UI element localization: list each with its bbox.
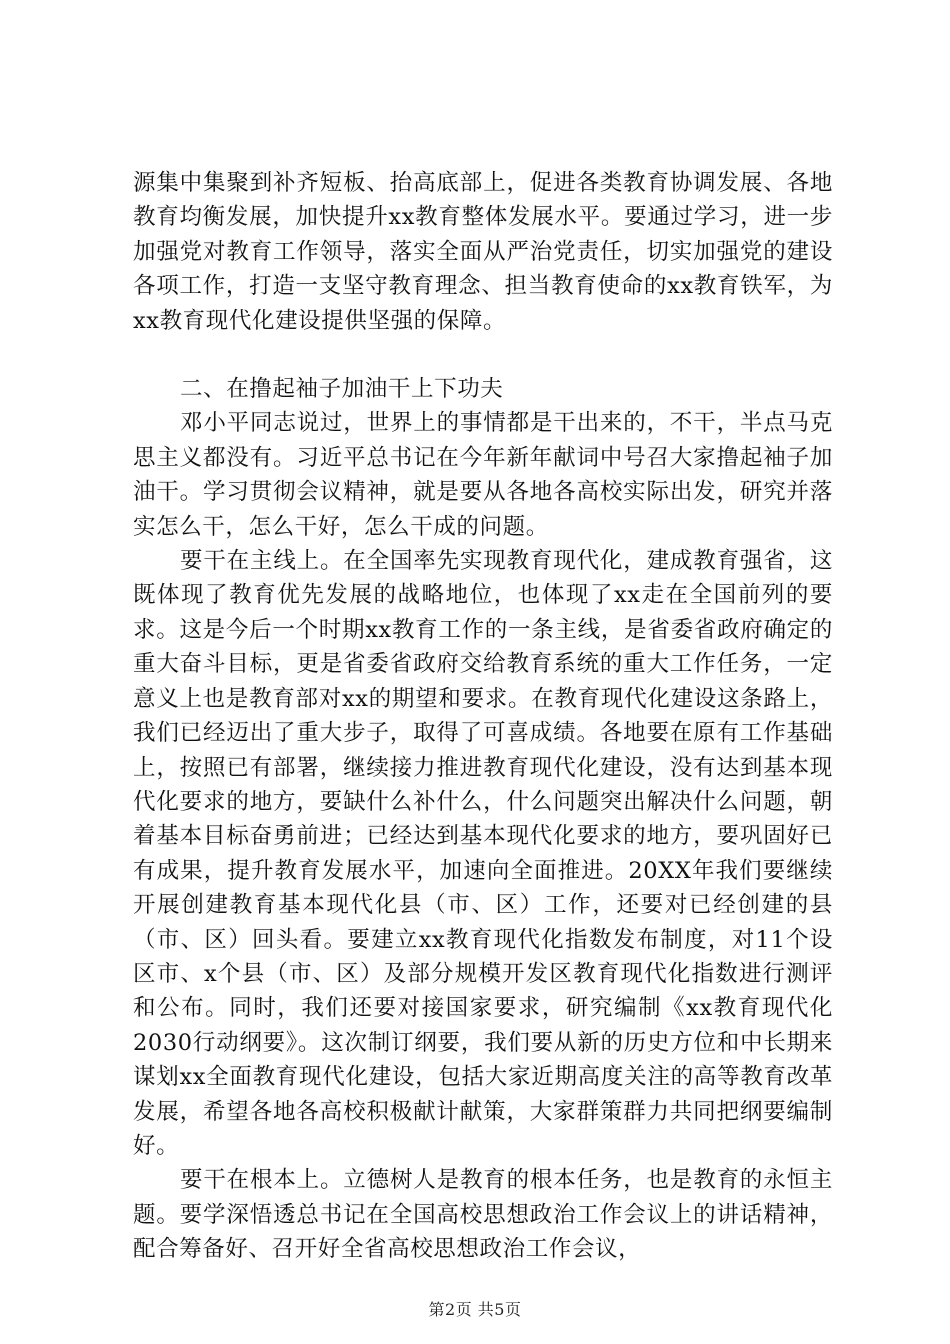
paragraph: 要干在根本上。立德树人是教育的根本任务，也是教育的永恒主题。要学深悟透总书记在全国高校思想政治工作会议上的讲话精神，配合筹备好、召开好全省高校思想政治工作会议， (133, 1167, 833, 1263)
document-body (133, 166, 833, 1267)
paragraph-spacer (133, 338, 833, 372)
paragraph-continuation: 源集中集聚到补齐短板、抬高底部上，促进各类教育协调发展、各地教育均衡发展，加快提升xx教育整体发展水平。要通过学习，进一步加强党对教育工作领导，落实全面从严治党责任，切实加强党的建设各项工作，打造一支坚守教育理念、担当教育使命的xx教育铁军，为xx教育现代化建设提供坚强的保障。 (133, 170, 833, 334)
paragraph: 要干在主线上。在全国率先实现教育现代化，建成教育强省，这既体现了教育优先发展的战略地位，也体现了xx走在全国前列的要求。这是今后一个时期xx教育工作的一条主线，是省委省政府确定的重大奋斗目标，更是省委省政府交给教育系统的重大工作任务，一定意义上也是教育部对xx的期望和要求。在教育现代化建设这条路上，我们已经迈出了重大步子，取得了可喜成绩。各地要在原有工作基础上，按照已有部署，继续接力推进教育现代化建设，没有达到基本现代化要求的地方，要缺什么补什么，什么问题突出解决什么问题，朝着基本目标奋勇前进；已经达到基本现代化要求的地方，要巩固好已有成果，提升教育发展水平，加速向全面推进。20XX年我们要继续开展创建教育基本现代化县（市、区）工作，还要对已经创建的县（市、区）回头看。要建立xx教育现代化指数发布制度，对11个设区市、x个县（市、区）及部分规模开发区教育现代化指数进行测评和公布。同时，我们还要对接国家要求，研究编制《xx教育现代化2030行动纲要》。这次制订纲要，我们要从新的历史方位和中长期来谋划xx全面教育现代化建设，包括大家近期高度关注的高等教育改革发展，希望各地各高校积极献计献策，大家群策群力共同把纲要编制好。 (133, 548, 833, 1159)
paragraph: 邓小平同志说过，世界上的事情都是干出来的，不干，半点马克思主义都没有。习近平总书记在今年新年献词中号召大家撸起袖子加油干。学习贯彻会议精神，就是要从各地各高校实际出发，研究并落实怎么干，怎么干好，怎么干成的问题。 (133, 410, 833, 540)
section-heading: 二、在撸起袖子加油干上下功夫 (180, 376, 504, 403)
page-footer: 第2页 共5页 (428, 1300, 522, 1319)
